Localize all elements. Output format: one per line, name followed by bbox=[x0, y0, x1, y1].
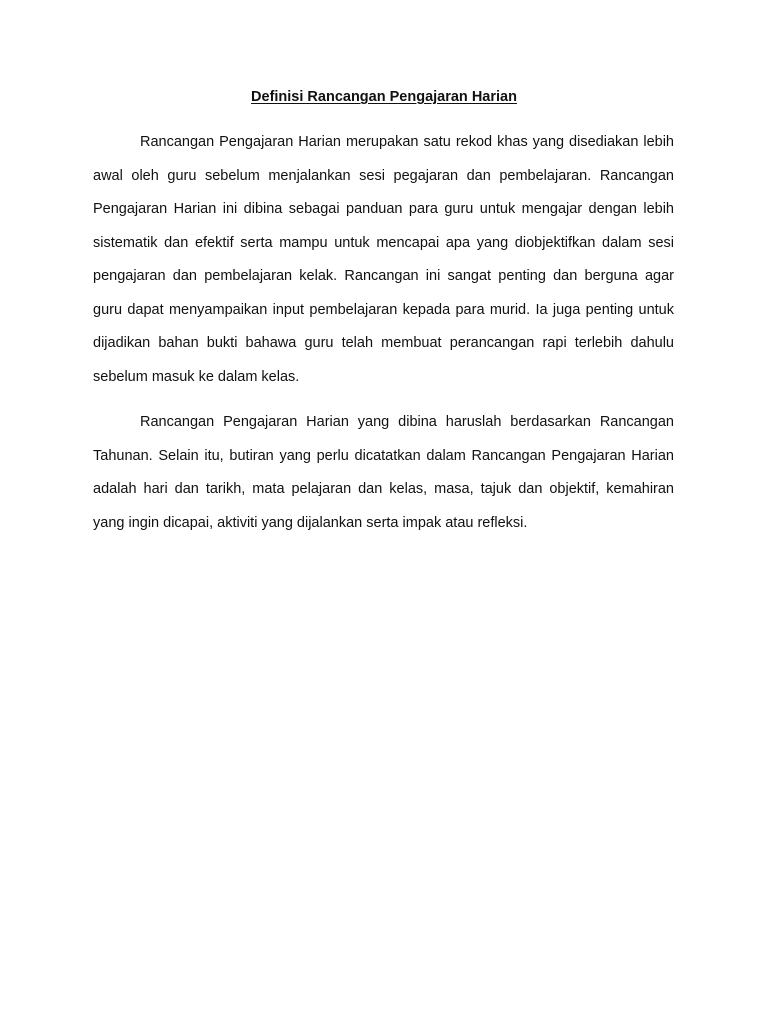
document-title: Definisi Rancangan Pengajaran Harian bbox=[251, 89, 517, 105]
paragraph-definition: Rancangan Pengajaran Harian merupakan satu rekod khas yang disediakan lebih awal oleh guru sebelum menjalankan sesi pegajaran dan pembelajaran. Rancangan Pengajaran Harian ini dibina sebagai panduan para guru untuk mengajar dengan lebih sistematik dan efektif serta mampu untuk mencapai apa yang diobjektifkan dalam sesi pengajaran dan pembelajaran kelak. Rancangan ini sangat penting dan berguna agar guru dapat menyampaikan input pembelajaran kepada para murid. Ia juga penting untuk dijadikan bahan bukti bahawa guru telah membuat perancangan rapi terlebih dahulu sebelum masuk ke dalam kelas. bbox=[93, 134, 674, 385]
paragraph-contents: Rancangan Pengajaran Harian yang dibina haruslah berdasarkan Rancangan Tahunan. Selain itu, butiran yang perlu dicatatkan dalam Rancangan Pengajaran Harian adalah hari dan tarikh, mata pelajaran dan kelas, masa, tajuk dan objektif, kemahiran yang ingin dicapai, aktiviti yang dijalankan serta impak atau refleksi. bbox=[93, 414, 674, 531]
